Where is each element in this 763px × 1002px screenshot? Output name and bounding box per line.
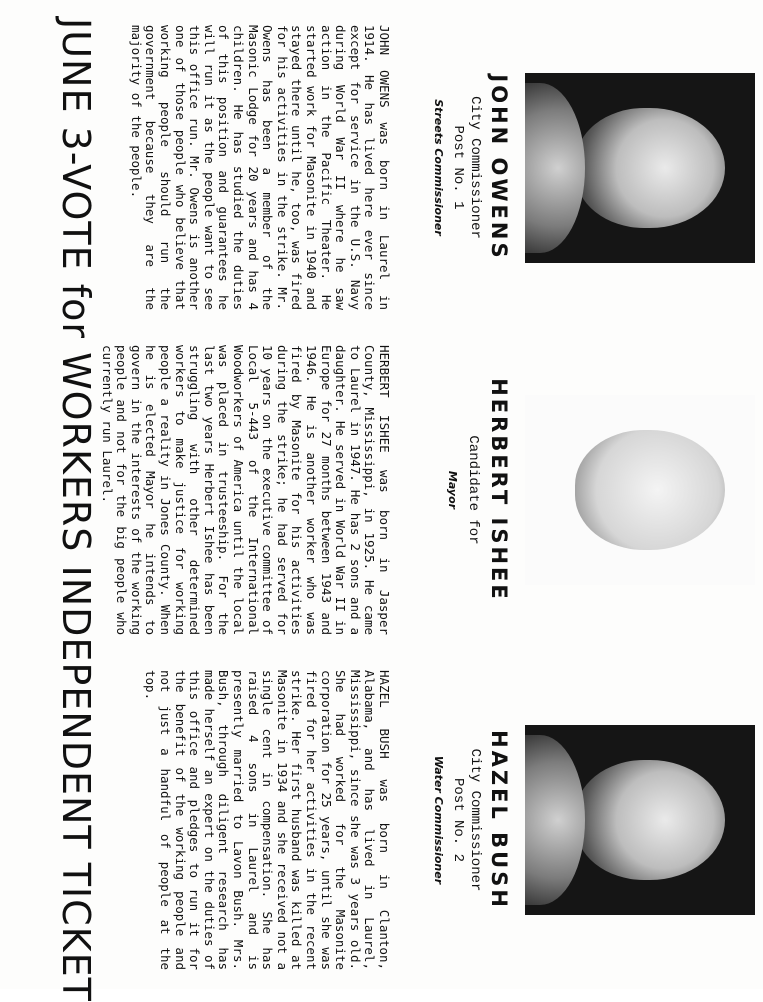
candidate-title: City Commissioner	[467, 748, 483, 892]
candidate-title: Candidate for	[465, 435, 481, 545]
candidate-column-ishee	[99, 345, 763, 635]
candidate-name: JOHN OWENS	[487, 74, 511, 261]
candidate-post: Post No. 1	[450, 125, 466, 210]
candidate-bio: HERBERT ISHEE was born in Jasper County, Mississippi, in 1925. He came to Laurel in 1947. He has 2 sons and a daughter. He served in World War II in Europe for 27 months between 1943 and 1946. He is another worker who was fired by Masonite for his activities during the strike; he had served for 10 years on the executive committee of Local 5-443 of the International Woodworkers of America until the local was placed in trusteeship. For the last two years Herbert Ishee has been struggling with other determined workers to make justice for working people a reality in Jones County. When he is elected Mayor he intends to govern in the interests of the working people and not for the big people who currently run Laurel.	[99, 345, 392, 635]
candidate-name: HERBERT ISHEE	[487, 378, 511, 602]
candidate-column-owens	[118, 25, 763, 310]
candidate-photo-ishee	[525, 395, 755, 585]
vote-banner: JUNE 3-VOTE for WORKERS INDEPENDENT TICKET	[54, 18, 98, 1002]
candidate-post: Post No. 2	[450, 777, 466, 862]
candidate-name: HAZEL BUSH	[487, 730, 511, 910]
candidate-bio: HAZEL BUSH was born in Clanton, Alabama, and has lived in Laurel, Mississippi, since she was 3 years old. She had worked for the Masonite corporation for 25 years, until she was fired for her activities in the recent strike. Her first husband was killed at Masonite in 1934 and she received not a single cent in compensation. She has raised 4 sons in Laurel and is presently married to Lavon Bush. Mrs. Bush, through diligent research has made herself an expert on the duties of this office and pledges to run it for the benefit of the working people and not just a handful of people at the top.	[143, 670, 392, 970]
candidate-department: Water Commissioner	[432, 755, 445, 885]
candidate-department: Mayor	[446, 470, 459, 510]
candidate-department: Streets Commissioner	[432, 99, 445, 236]
candidate-photo-bush	[525, 725, 755, 915]
candidate-column-bush	[118, 670, 763, 970]
candidate-bio: JOHN OWENS was born in Laurel in 1914. He has lived here ever since except for service in the U.S. Navy during World War II where he saw action in the Pacific Theater. He started work for Masonite in 1940 and stayed there until he, too, was fired for his activities in the strike. Mr. Owens has been a member of the Masonic Lodge for 20 years and has 4 children. He has studied the duties of this position and guarantees he will run it as the people want to see this office run. Mr. Owens is another one of those people who believe that working people should run the government because they are the majority of the people.	[128, 25, 392, 310]
candidate-title: City Commissioner	[467, 96, 483, 239]
candidate-photo-owens	[525, 73, 755, 263]
